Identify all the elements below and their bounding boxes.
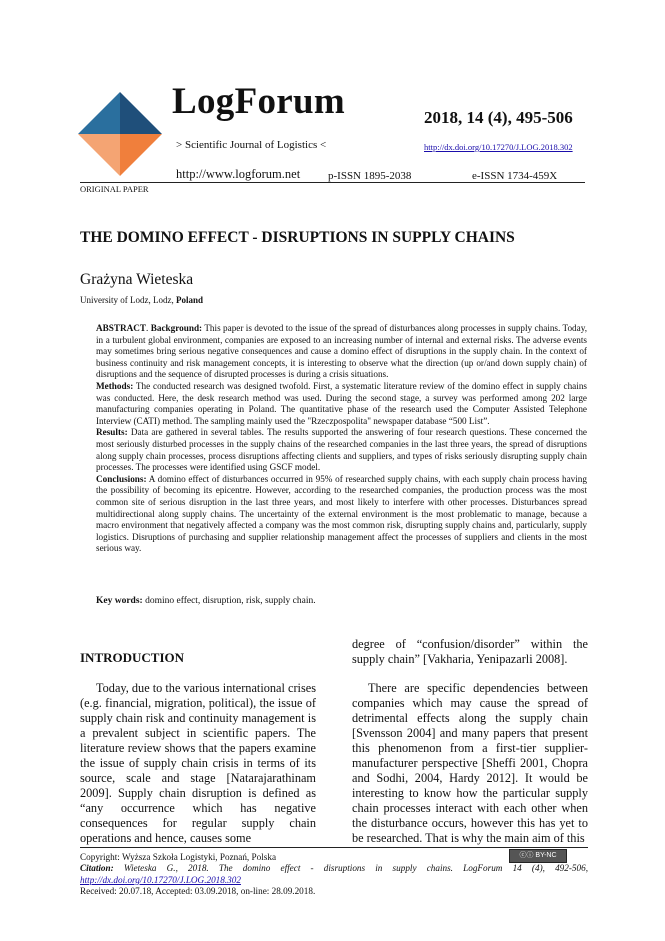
e-issn: e-ISSN 1734-459X: [472, 170, 558, 182]
conclusions-text: A domino effect of disturbances occurred in 95% of researched supply chains, with each supply chain process having the possibility of becoming its epicentre. However, according to the researched companies, the production process was the most common site of serious disruption in the last three years, and most likely to interfere with other processes. Disturbances spread multidirectional along supply chains. The uncertainty of the external environment is the most problematic to manage, because a macro environment that negatively affected a company was the most common risk, disrupting supply chains and, particularly, supply logistics. Disruptions of purchasing and supplier relationship management affect the processes of suppliers and clients in the most serious way.: [96, 473, 587, 554]
article-title: THE DOMINO EFFECT - DISRUPTIONS IN SUPPLY CHAINS: [80, 229, 515, 246]
logforum-logo-icon: [78, 92, 162, 176]
author-affiliation: [80, 295, 203, 305]
body-paragraph-2: degree of “confusion/disorder” within the supply chain” [Vakharia, Yenipazarli 2008].: [352, 637, 588, 666]
cc-license-badge[interactable]: [509, 849, 567, 863]
body-paragraph-1: Today, due to the various international crises (e.g. financial, migration, political), the issue of supply chain risk and continuity management is a prevalent subject in scientific papers. The literature review shows that the papers examine the issue of supply chain crisis in terms of its source, scale and stage [Natarajarathinam 2009]. Supply chain disruption is defined as “any occurrence which has negative consequences for regular supply chain operations and hence, causes some: [80, 681, 316, 845]
doi-link[interactable]: http://dx.doi.org/10.17270/J.LOG.2018.302: [424, 142, 573, 152]
citation-label: Citation:: [80, 863, 114, 873]
footer-divider: [80, 847, 588, 848]
citation-doi-link[interactable]: http://dx.doi.org/10.17270/J.LOG.2018.302: [80, 874, 241, 885]
footer-copyright: Copyright: Wyższa Szkoła Logistyki, Poznań, Polska: [80, 852, 277, 862]
abstract-results: [96, 427, 587, 473]
background-text: This paper is devoted to the issue of the spread of disturbances along processes in supply chains. Today, in a turbulent global environment, companies are exposed to an increasing number of internal and external risks. The adverse events may sometimes bring serious negative consequences and cause a domino effect of disruptions in the supply chain. In the context of business continuity and risk management concepts, it is interesting to observe what the direction (up or/and down supply chain) of disruptions and the sequence of disrupted processes is during a crisis situations.: [96, 323, 588, 380]
keywords-label: Key words:: [96, 596, 143, 606]
license-label: BY-NC: [535, 852, 557, 859]
abstract-label: ABSTRACT: [96, 323, 147, 333]
footer-citation: [80, 863, 588, 886]
background-label: Background:: [150, 323, 203, 333]
affiliation-country: Poland: [175, 295, 203, 305]
footer-dates: Received: 20.07.18, Accepted: 03.09.2018, on-line: 28.09.2018.: [80, 886, 316, 896]
conclusions-label: Conclusions:: [96, 473, 147, 484]
abstract-block: [96, 323, 587, 555]
paper-type: ORIGINAL PAPER: [80, 184, 149, 194]
keywords: [96, 596, 316, 606]
article-author: Grażyna Wieteska: [80, 271, 194, 288]
abstract-methods: [96, 381, 587, 427]
issue-citation: 2018, 14 (4), 495-506: [424, 108, 573, 127]
citation-text: Wieteska G., 2018. The domino effect - disruptions in supply chains. LogForum 14 (4), 492-506,: [113, 863, 588, 873]
abstract-conclusions: [96, 474, 587, 555]
results-text: Data are gathered in several tables. The results supported the answering of four research questions. These concerned the most seriously disturbed processes in the supply chains of the researched companies in the last three years, the spread of disruptions along supply chain processes, process disruptions affecting clients and suppliers, and types of risks seriously disrupting supply chain processes. The processes were identified using GSCF model.: [96, 427, 587, 473]
section-heading-introduction: INTRODUCTION: [80, 650, 185, 665]
p-issn: p-ISSN 1895-2038: [328, 170, 412, 182]
logo-triangle-top-left: [78, 92, 120, 134]
results-label: Results:: [96, 427, 128, 438]
body-paragraph-3: There are specific dependencies between companies which may cause the spread of detrimental effects along the supply chain [Svensson 2004] and many papers that present this phenomenon from a first-tier supplier-manufacturer perspective [Sheffi 2001, Chopra and Sodhi, 2004, Hardy 2012]. It would be interesting to know how the particular supply chain processes interact with each other when the disturbance occurs, however this has yet to be researched. That is why the main aim of this: [352, 681, 588, 845]
abstract-background: ABSTRACT. Background: This paper is devoted to the issue of the spread of disturbances along processes in supply chains. Today, in a turbulent global environment, companies are exposed to an increasing number of internal and external risks. The adverse events may sometimes bring serious negative consequences and cause a domino effect of disruptions in the supply chain. In the context of business continuity and risk management concepts, it is interesting to observe what the direction (up or/and down supply chain) of disruptions and the sequence of disrupted processes is during a crisis situations.: [96, 323, 588, 380]
journal-brand: LogForum: [172, 81, 346, 122]
cc-icon: ⓒⓘ: [519, 852, 534, 859]
logo-triangle-bottom-left: [78, 134, 120, 176]
affiliation-prefix: University of Lodz, Lodz,: [80, 295, 176, 305]
logo-triangle-bottom-right: [120, 134, 162, 176]
journal-website[interactable]: http://www.logforum.net: [176, 167, 301, 181]
journal-tagline: > Scientific Journal of Logistics <: [176, 139, 327, 151]
methods-text: The conducted research was designed twofold. First, a systematic literature review of the domino effect in supply chains was conducted. Here, the desk research method was used. During the second stage, a survey was performed among 202 large manufacturing companies operating in Poland. The quantitative phase of the research used the Computer Assisted Telephone Interview (CATI) method. The sampling mainly used the "Rzeczpospolita" newspaper database “500 List”.: [96, 380, 587, 426]
header-divider: [80, 182, 585, 183]
methods-label: Methods:: [96, 380, 134, 391]
logo-triangle-top-right: [120, 92, 162, 134]
keywords-text: domino effect, disruption, risk, supply chain.: [142, 596, 316, 606]
